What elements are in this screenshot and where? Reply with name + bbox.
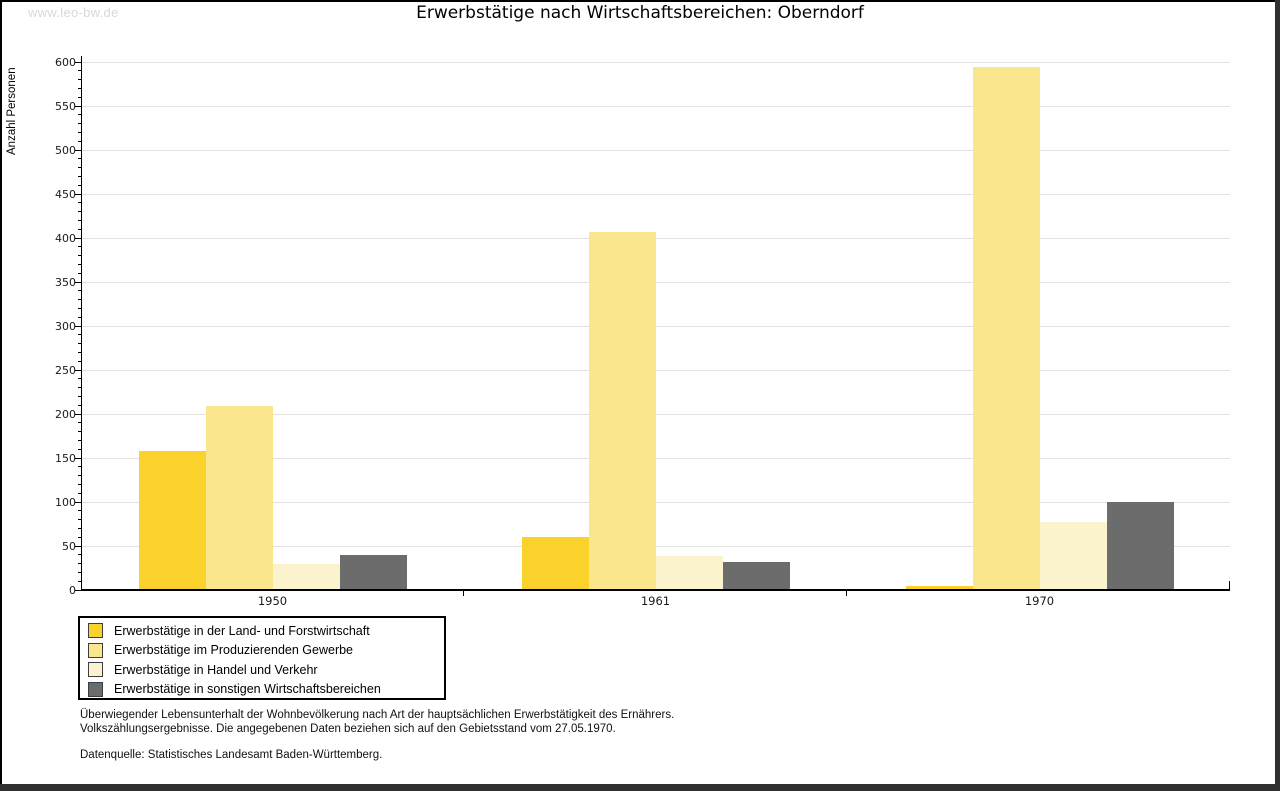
watermark: www.leo-bw.de [28,5,119,20]
legend-label-land-forstwirtschaft: Erwerbstätige in der Land- und Forstwirtschaft [114,623,370,638]
frame-border-top [0,0,1280,2]
legend-swatch-produzierendes-gewerbe [88,643,103,658]
gridline-350 [82,282,1230,283]
bar-1950-produzierendes-gewerbe [206,406,273,590]
y-tick-label-250: 250 [55,363,76,377]
y-tick-label-50: 50 [62,539,76,553]
y-axis-line [81,56,83,590]
bar-1961-handel-verkehr [656,556,723,590]
y-tick-label-0: 0 [69,583,76,597]
y-axis-label: Anzahl Personen [6,67,18,155]
bar-1950-land-forstwirtschaft [139,451,206,590]
legend-swatch-land-forstwirtschaft [88,623,103,638]
data-source: Datenquelle: Statistisches Landesamt Baden-Württemberg. [80,749,383,761]
y-tick-label-600: 600 [55,55,76,69]
gridline-550 [82,106,1230,107]
y-tick-label-550: 550 [55,99,76,113]
legend-label-sonstige-wirtschaftsbereiche: Erwerbstätige in sonstigen Wirtschaftsbereichen [114,682,381,697]
legend-item-sonstige-wirtschaftsbereiche [80,680,444,700]
frame-border-bottom [0,784,1280,791]
chart-title: Erwerbstätige nach Wirtschaftsbereichen: Oberndorf [416,3,864,23]
gridline-300 [82,326,1230,327]
frame-border-left [0,0,2,791]
bar-1961-produzierendes-gewerbe [589,232,656,590]
gridline-250 [82,370,1230,371]
footnote-line-2: Volkszählungsergebnisse. Die angegebenen Daten beziehen sich auf den Gebietsstand vom 27.05.1970. [80,722,616,735]
bar-1970-produzierendes-gewerbe [973,67,1040,590]
x-axis-end-tick [1229,581,1231,590]
x-tick-label-1961: 1961 [640,593,671,608]
legend-item-land-forstwirtschaft [80,621,444,641]
legend-swatch-sonstige-wirtschaftsbereiche [88,682,103,697]
bar-1961-land-forstwirtschaft [522,537,589,590]
bar-1950-sonstige-wirtschaftsbereiche [340,555,407,590]
y-tick-label-350: 350 [55,275,76,289]
y-tick-label-100: 100 [55,495,76,509]
bar-1970-handel-verkehr [1040,522,1107,590]
y-tick-label-500: 500 [55,143,76,157]
gridline-500 [82,150,1230,151]
footnote [80,709,674,736]
legend-label-produzierendes-gewerbe: Erwerbstätige im Produzierenden Gewerbe [114,643,354,658]
legend-swatch-handel-verkehr [88,662,103,677]
y-tick-label-300: 300 [55,319,76,333]
y-tick-label-200: 200 [55,407,76,421]
legend-item-handel-verkehr [80,660,444,680]
y-tick-label-150: 150 [55,451,76,465]
x-axis-line [81,589,1231,591]
frame-border-right [1275,0,1280,791]
x-group-tick-1 [463,590,464,596]
gridline-400 [82,238,1230,239]
x-tick-label-1970: 1970 [1024,593,1055,608]
bar-1950-handel-verkehr [273,564,340,590]
bar-1961-sonstige-wirtschaftsbereiche [723,562,790,590]
gridline-600 [82,62,1230,63]
y-tick-label-450: 450 [55,187,76,201]
legend-label-handel-verkehr: Erwerbstätige in Handel und Verkehr [114,662,318,677]
x-tick-label-1950: 1950 [257,593,288,608]
gridline-450 [82,194,1230,195]
y-tick-label-400: 400 [55,231,76,245]
x-group-tick-2 [846,590,847,596]
legend [78,616,446,700]
bar-1970-sonstige-wirtschaftsbereiche [1107,502,1174,590]
footnote-line-1: Überwiegender Lebensunterhalt der Wohnbevölkerung nach Art der hauptsächlichen Erwerbstätigkeit des Ernährers. [80,709,675,721]
legend-item-produzierendes-gewerbe [80,641,444,661]
